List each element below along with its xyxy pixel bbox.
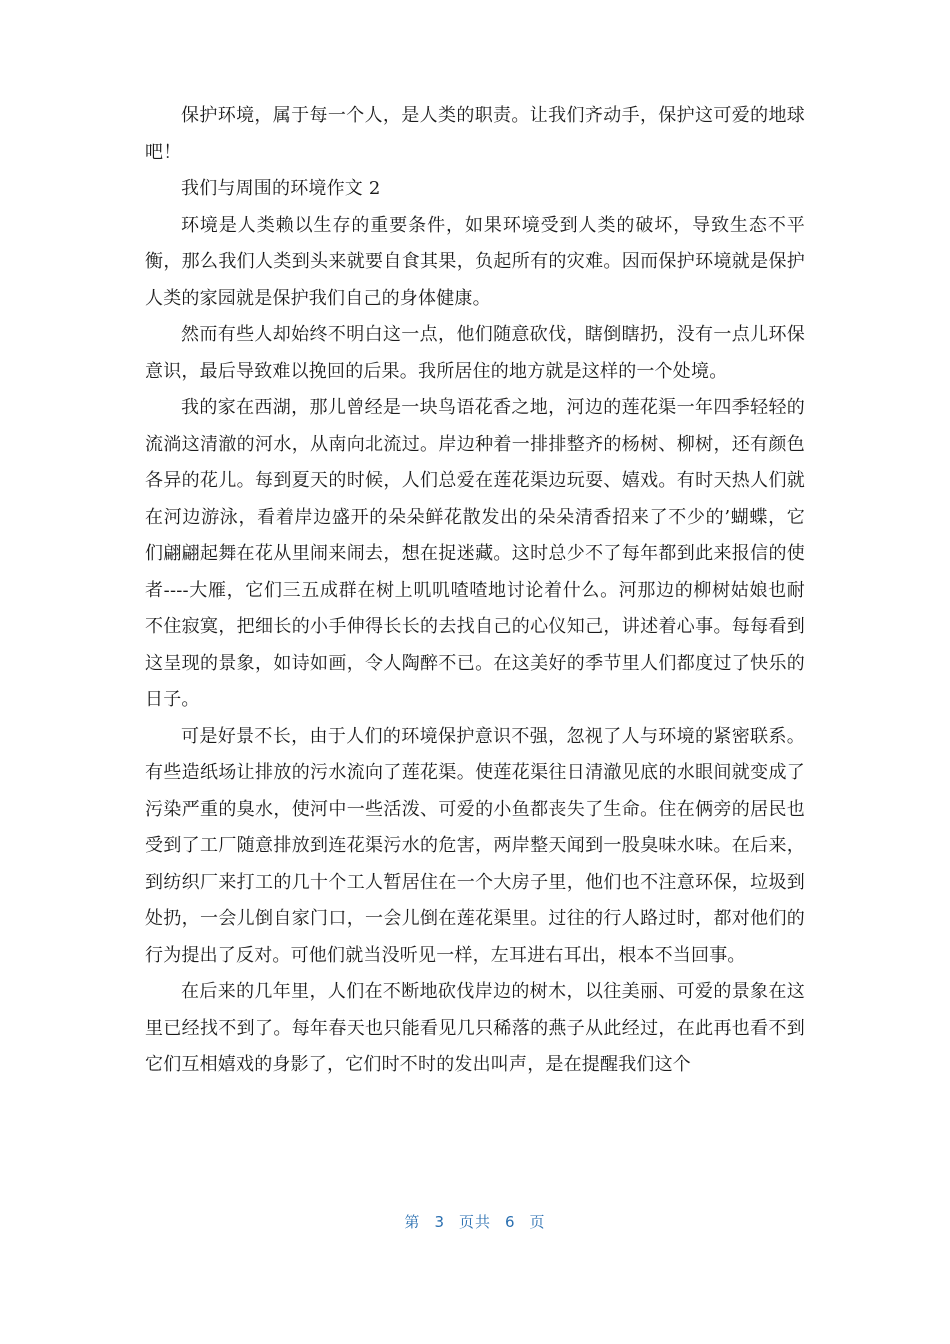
footer-current-page: 3 <box>434 1213 445 1231</box>
paragraph-5: 可是好景不长，由于人们的环境保护意识不强，忽视了人与环境的紧密联系。有些造纸场让排放的污水流向了莲花渠。使莲花渠往日清澈见底的水眼间就变成了污染严重的臭水，使河中一些活泼、可爱的小鱼都丧失了生命。住在俩旁的居民也受到了工厂随意排放到连花渠污水的危害，两岸整天闻到一股臭味水味。在后来，到纺织厂来打工的几十个工人暂居住在一个大房子里，他们也不注意环保，垃圾到处扔，一会儿倒自家门口，一会儿倒在莲花渠里。过往的行人路过时，都对他们的行为提出了反对。可他们就当没听见一样，左耳进右耳出，根本不当回事。 <box>145 725 805 966</box>
footer-label-end: 页 <box>529 1213 546 1231</box>
document-body <box>145 98 805 1084</box>
section-heading: 我们与周围的环境作文 2 <box>181 178 381 199</box>
page-footer <box>0 1211 950 1232</box>
paragraph-2: 环境是人类赖以生存的重要条件，如果环境受到人类的破坏，导致生态不平衡，那么我们人类到头来就要自食其果，负起所有的灾难。因而保护环境就是保护人类的家园就是保护我们自己的身体健康。 <box>145 214 805 309</box>
paragraph-3: 然而有些人却始终不明白这一点，他们随意砍伐，瞎倒瞎扔，没有一点儿环保意识，最后导致难以挽回的后果。我所居住的地方就是这样的一个处境。 <box>145 324 805 382</box>
paragraph-4: 我的家在西湖，那儿曾经是一块鸟语花香之地，河边的莲花渠一年四季轻轻的流淌这清澈的河水，从南向北流过。岸边种着一排排整齐的杨树、柳树，还有颜色各异的花儿。每到夏天的时候，人们总爱在莲花渠边玩耍、嬉戏。有时天热人们就在河边游泳，看着岸边盛开的朵朵鲜花散发出的朵朵清香招来了不少的’蝴蝶，它们翩翩起舞在花从里闹来闹去，想在捉迷藏。这时总少不了每年都到此来报信的使者----大雁，它们三五成群在树上叽叽喳喳地讨论着什么。河那边的柳树姑娘也耐不住寂寞，把细长的小手伸得长长的去找自己的心仪知己，讲述着心事。每每看到这呈现的景象，如诗如画，令人陶醉不已。在这美好的季节里人们都度过了快乐的日子。 <box>145 397 805 710</box>
paragraph-1: 保护环境，属于每一个人，是人类的职责。让我们齐动手，保护这可爱的地球吧！ <box>145 105 805 163</box>
footer-label-of: 页共 <box>458 1213 491 1231</box>
paragraph-6: 在后来的几年里，人们在不断地砍伐岸边的树木，以往美丽、可爱的景象在这里已经找不到了。每年春天也只能看见几只稀落的燕子从此经过，在此再也看不到它们互相嬉戏的身影了，它们时不时的发出叫声，是在提醒我们这个 <box>145 981 805 1075</box>
footer-total-pages: 6 <box>505 1213 516 1231</box>
footer-label-page: 第 <box>404 1213 421 1231</box>
